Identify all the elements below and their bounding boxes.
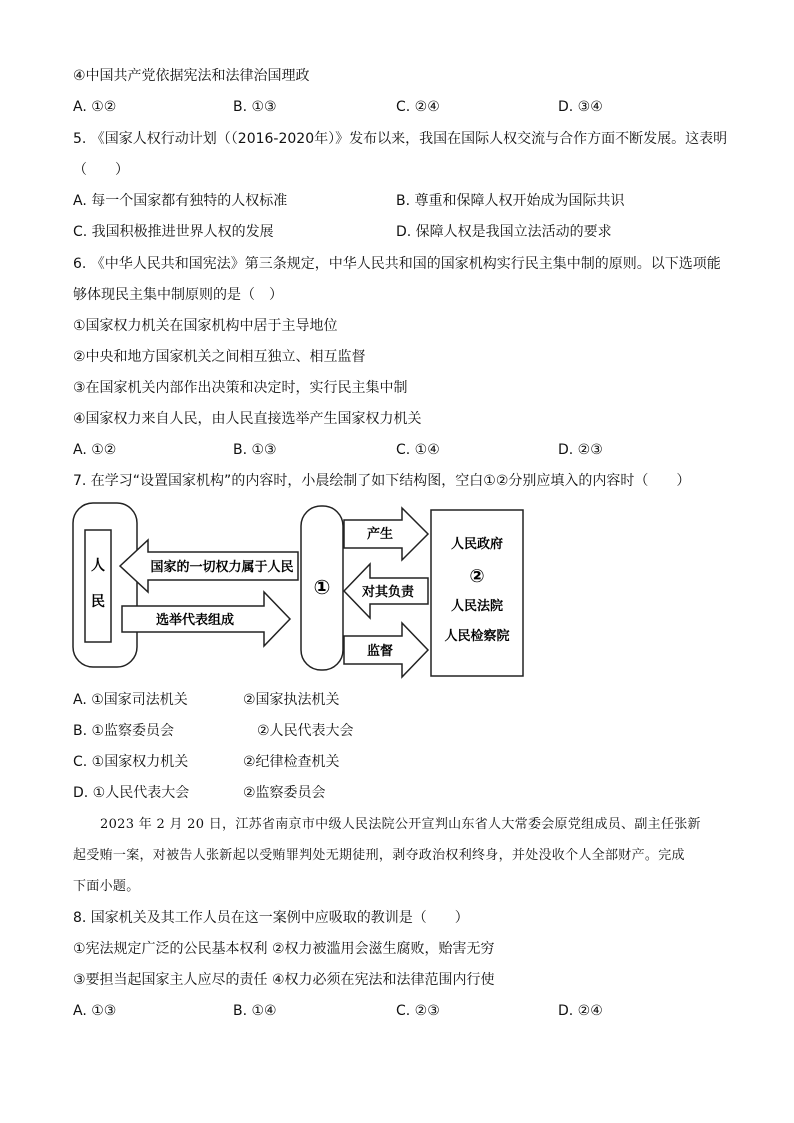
q4-item-4: ④中国共产党依据宪法和法律治国理政 xyxy=(73,68,310,84)
arrow-supervise-label: 监督 xyxy=(366,644,394,659)
arrow-power-to-people-label: 国家的一切权力属于人民 xyxy=(150,560,294,575)
q6-option-b: B. ①③ xyxy=(233,442,277,458)
state-structure-diagram xyxy=(72,502,527,682)
q7-stem: 7. 在学习“设置国家机构”的内容时，小晨绘制了如下结构图，空白①②分别应填入的内容时（ ） xyxy=(73,473,691,489)
q7-option-d-part1: D. ①人民代表大会 xyxy=(73,785,190,801)
q5-stem-line1: 5. 《国家人权行动计划（（2016-2020年）》发布以来，我国在国际人权交流与合作方面不断发展。这表明 xyxy=(73,131,728,147)
q7-option-c-part2: ②纪律检查机关 xyxy=(243,754,340,770)
q5-option-a: A. 每一个国家都有独特的人权标准 xyxy=(73,193,288,209)
arrow-produce-label: 产生 xyxy=(366,527,394,542)
q4-option-b: B. ①③ xyxy=(233,99,277,115)
box-label-procuratorate: 人民检察院 xyxy=(444,629,510,644)
q8-option-c: C. ②③ xyxy=(396,1003,440,1019)
q4-option-c: C. ②④ xyxy=(396,99,440,115)
q6-stem-line1: 6. 《中华人民共和国宪法》第三条规定，中华人民共和国的国家机构实行民主集中制的原则。以下选项能 xyxy=(73,256,721,272)
q7-option-b-part2: ②人民代表大会 xyxy=(257,723,354,739)
q6-option-d: D. ②③ xyxy=(558,442,603,458)
people-char-1: 人 xyxy=(91,558,105,574)
q8-option-d: D. ②④ xyxy=(558,1003,603,1019)
q5-option-c: C. 我国积极推进世界人权的发展 xyxy=(73,224,274,240)
q6-stem-line2: 够体现民主集中制原则的是（ ） xyxy=(73,287,283,303)
q8-option-a: A. ①③ xyxy=(73,1003,117,1019)
q8-items-line2: ③要担当起国家主人应尽的责任 ④权力必须在宪法和法律范围内行使 xyxy=(73,972,495,988)
box-label-court: 人民法院 xyxy=(450,599,504,614)
q5-option-b: B. 尊重和保障人权开始成为国际共识 xyxy=(396,193,625,209)
q5-stem-line2: （ ） xyxy=(73,162,129,178)
people-inner-box xyxy=(85,530,111,642)
q6-option-a: A. ①② xyxy=(73,442,117,458)
q7-option-d-part2: ②监察委员会 xyxy=(243,785,326,801)
q5-option-d: D. 保障人权是我国立法活动的要求 xyxy=(396,224,612,240)
q6-item-1: ①国家权力机关在国家机构中居于主导地位 xyxy=(73,318,338,334)
q7-option-b-part1: B. ①监察委员会 xyxy=(73,723,175,739)
material-line-3: 下面小题。 xyxy=(73,879,140,894)
q6-item-3: ③在国家机关内部作出决策和决定时，实行民主集中制 xyxy=(73,380,408,396)
state-organs-box xyxy=(431,510,523,676)
material-line-2: 起受贿一案，对被告人张新起以受贿罪判处无期徒刑，剥夺政治权利终身，并处没收个人全部财产。完成 xyxy=(73,848,685,863)
box-label-government: 人民政府 xyxy=(450,537,504,552)
arrow-responsible-label: 对其负责 xyxy=(361,585,415,600)
q4-option-a: A. ①② xyxy=(73,99,117,115)
q8-stem: 8. 国家机关及其工作人员在这一案例中应吸取的教训是（ ） xyxy=(73,910,469,926)
box-label-blank-2: ② xyxy=(469,566,485,587)
q7-option-a-part2: ②国家执法机关 xyxy=(243,692,340,708)
q4-option-d: D. ③④ xyxy=(558,99,603,115)
blank-1-label: ① xyxy=(313,575,331,599)
material-line-1: 2023 年 2 月 20 日，江苏省南京市中级人民法院公开宣判山东省人大常委会原党组成员、副主任张新 xyxy=(100,817,701,832)
q7-option-c-part1: C. ①国家权力机关 xyxy=(73,754,189,770)
q6-item-2: ②中央和地方国家机关之间相互独立、相互监督 xyxy=(73,349,366,365)
q6-option-c: C. ①④ xyxy=(396,442,440,458)
arrow-elect-representatives-label: 选举代表组成 xyxy=(155,613,235,628)
q7-option-a-part1: A. ①国家司法机关 xyxy=(73,692,188,708)
q8-items-line1: ①宪法规定广泛的公民基本权利 ②权力被滥用会滋生腐败，贻害无穷 xyxy=(73,941,495,957)
q8-option-b: B. ①④ xyxy=(233,1003,277,1019)
people-char-2: 民 xyxy=(91,594,105,610)
q6-item-4: ④国家权力来自人民，由人民直接选举产生国家权力机关 xyxy=(73,411,422,427)
